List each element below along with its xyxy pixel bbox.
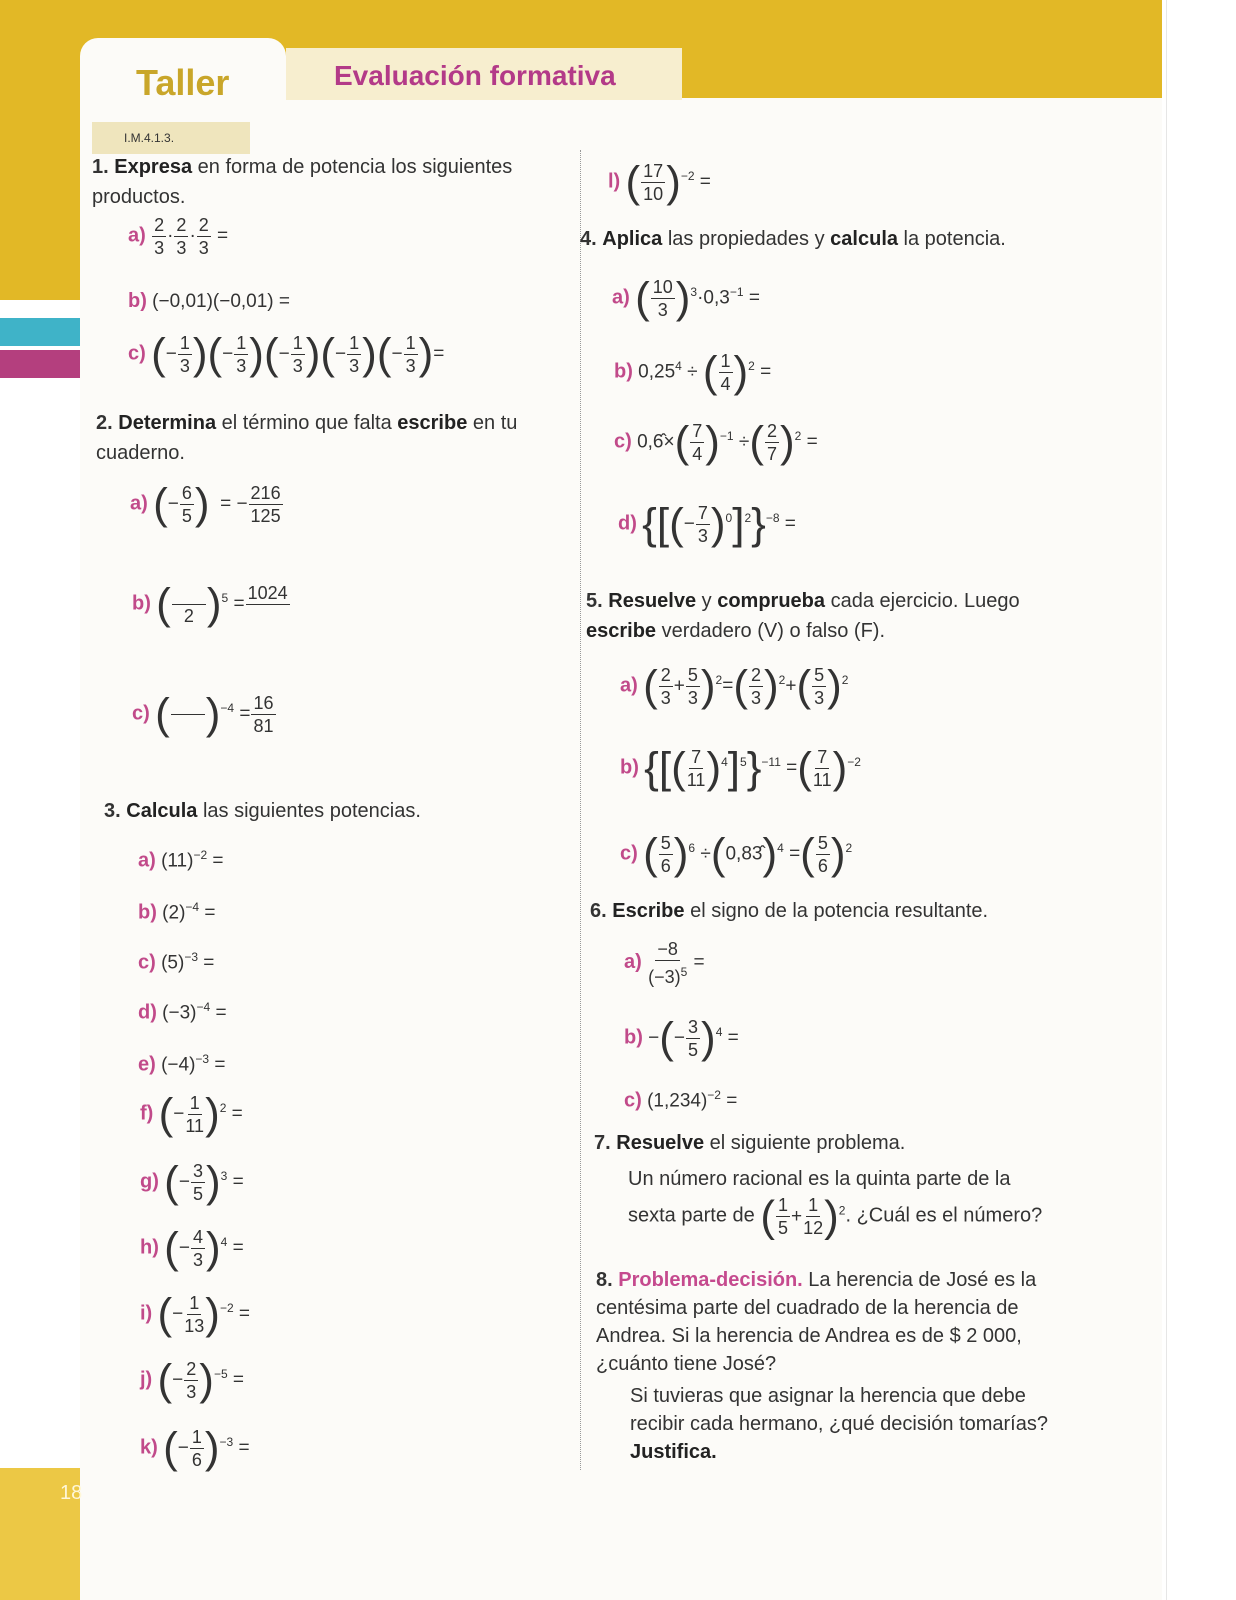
- exponent: −5: [213, 1367, 228, 1382]
- fraction: [184, 1292, 204, 1337]
- fraction: [641, 160, 665, 205]
- question-8: [596, 1266, 1048, 1378]
- question-text: y: [696, 590, 718, 612]
- item-label: a): [612, 286, 630, 309]
- verb: Aplica: [602, 228, 663, 250]
- question-3: [104, 796, 544, 826]
- q1-item-c: c) (− $\frac{1}{3}$ )(− $\frac{1}{3}$ )(− $\frac{1}{3}$ )(− $\frac{1}{3}$ )(− $\frac{1}{3}$ )=: [128, 329, 445, 379]
- base: (5): [161, 952, 185, 974]
- item-label: a): [620, 674, 638, 697]
- exponent: −4: [185, 900, 200, 914]
- q1-item-b: [128, 290, 290, 313]
- equals: =: [199, 902, 216, 924]
- question-text: Si tuvieras que asignar la herencia que debe recibir cada hermano, ¿qué decisión tomarías?: [630, 1385, 1048, 1435]
- q3-item-i: i) (− $\frac{1}{13}$ )$^{-2}$ =: [140, 1289, 251, 1339]
- item-label: i): [140, 1302, 153, 1325]
- denominator: 6: [191, 1450, 202, 1470]
- q4-item-b: b) $0,25^4$ ÷ ( $\frac{1}{4}$ )$^2$ =: [614, 347, 772, 397]
- page-title: Evaluación formativa: [334, 60, 616, 91]
- question-text: el signo de la potencia resultante.: [684, 900, 989, 922]
- equals: =: [207, 850, 224, 872]
- item-label: c): [614, 430, 632, 453]
- denominator: 3: [186, 1382, 197, 1402]
- question-text: el término que falta: [216, 412, 398, 434]
- q3-item-j: j) (− $\frac{2}{3}$ )$^{-5}$ =: [140, 1355, 244, 1405]
- question-7: [594, 1128, 1044, 1158]
- item-label: c): [624, 1089, 642, 1112]
- decorative-stripe-magenta: [0, 350, 84, 378]
- q3-item-c: [138, 950, 214, 974]
- numerator: 1: [189, 1093, 200, 1113]
- exponent: −2: [707, 1088, 721, 1102]
- decorative-stripe-cyan: [0, 318, 84, 346]
- item-label: c): [132, 702, 150, 725]
- question-text: las siguientes potencias.: [197, 800, 421, 822]
- item-label: a): [128, 224, 146, 247]
- verb: Determina: [118, 412, 217, 434]
- item-label: b): [620, 756, 639, 779]
- page-edge: [1166, 0, 1167, 1600]
- numerator: 4: [192, 1227, 203, 1247]
- item-label: g): [140, 1170, 159, 1193]
- q8-followup: [630, 1382, 1050, 1466]
- q6-item-b: b) −(− $\frac{3}{5}$ )$^4$ =: [624, 1013, 739, 1063]
- question-number: 2.: [96, 412, 113, 434]
- q3-item-k: k) (− $\frac{1}{6}$ )$^{-3}$ =: [140, 1423, 250, 1473]
- item-label: a): [138, 849, 156, 872]
- item-label: a): [624, 951, 642, 974]
- taller-label: Taller: [136, 62, 230, 103]
- item-label: c): [128, 342, 146, 365]
- q5-item-a: a) ( $\frac{2}{3}$ + $\frac{5}{3}$ )$^2$=( $\frac{2}{3}$ )$^2$+( $\frac{5}{3}$ )$^2$: [620, 661, 849, 711]
- item-label: b): [614, 360, 633, 383]
- question-text: verdadero (V) o falso (F).: [656, 620, 886, 642]
- page-number: 18: [60, 1482, 83, 1504]
- equals: =: [209, 1054, 226, 1076]
- verb: Escribe: [612, 900, 685, 922]
- verb: escribe: [397, 412, 468, 434]
- question-number: 7.: [594, 1132, 611, 1154]
- item-label: c): [620, 842, 638, 865]
- numerator: 1: [189, 1293, 200, 1313]
- q3-item-e: [138, 1052, 225, 1076]
- numerator: 3: [192, 1161, 203, 1181]
- question-text: el siguiente problema.: [704, 1132, 906, 1154]
- exponent: −3: [219, 1435, 234, 1450]
- q6-item-a: a) $\frac{-8}{(-3)^5}$ =: [624, 939, 705, 987]
- q6-item-c: [624, 1088, 737, 1112]
- item-label: l): [608, 170, 621, 193]
- justify-label: Justifica.: [630, 1441, 717, 1463]
- verb: Resuelve: [608, 590, 697, 612]
- verb: Resuelve: [616, 1132, 705, 1154]
- q4-item-d: d) {[(− $\frac{7}{3}$ )$^0$]$^2$}$^{-8}$ =: [618, 499, 796, 549]
- item-label: h): [140, 1236, 159, 1259]
- question-4: [580, 224, 1040, 254]
- question-6: [590, 896, 1040, 926]
- q1-item-a: a) $\frac{2}{3}$ · $\frac{2}{3}$ · $\frac{2}{3}$ =: [128, 215, 229, 258]
- left-band: [0, 0, 82, 300]
- question-number: 3.: [104, 800, 121, 822]
- q3-item-f: f) (− $\frac{1}{11}$ )$^2$ =: [140, 1089, 243, 1139]
- question-text: la potencia.: [898, 228, 1006, 250]
- item-label: b): [128, 290, 147, 312]
- numerator: 2: [186, 1359, 197, 1379]
- q2-item-b: b) ( 2 )$^5$ = 1024: [132, 579, 288, 629]
- item-label: c): [138, 951, 156, 974]
- equals: =: [210, 1002, 227, 1024]
- item-label: d): [618, 512, 637, 535]
- decision-label: Problema-decisión.: [618, 1269, 803, 1291]
- problem-text: . ¿Cuál es el número?: [845, 1204, 1043, 1227]
- denominator: 5: [192, 1184, 203, 1204]
- item-label: b): [138, 901, 157, 924]
- item-label: e): [138, 1053, 156, 1076]
- problem-text: Un número racional es la quinta parte de la sexta parte de: [628, 1168, 1011, 1227]
- numerator: 1: [191, 1427, 202, 1447]
- question-5: [586, 586, 1042, 646]
- base: (11): [161, 850, 194, 872]
- equals: =: [198, 952, 215, 974]
- expression: (−0,01)(−0,01) =: [152, 291, 291, 312]
- question-text: en forma de potencia los siguientes productos.: [92, 156, 513, 208]
- item-label: b): [132, 592, 151, 615]
- item-label: k): [140, 1436, 158, 1459]
- denominator: 11: [185, 1116, 205, 1136]
- fraction: $\frac{2}{3}$: [154, 215, 165, 258]
- exponent: −2: [680, 169, 695, 184]
- item-label: b): [624, 1026, 643, 1049]
- verb: Expresa: [114, 156, 193, 178]
- q3-item-h: h) (− $\frac{4}{3}$ )$^4$ =: [140, 1223, 244, 1273]
- question-text: en tu cuaderno.: [96, 412, 518, 464]
- q5-item-c: c) ( $\frac{5}{6}$ )$^6$ ÷(0,83̂)$^4$ =( $\frac{5}{6}$ )$^2$: [620, 829, 853, 879]
- question-number: 4.: [580, 228, 597, 250]
- exponent: −4: [196, 1000, 211, 1014]
- fraction: [190, 1426, 204, 1471]
- numerator: 17: [643, 161, 664, 181]
- item-label: j): [140, 1368, 153, 1391]
- fraction: [184, 1358, 198, 1403]
- item-label: f): [140, 1102, 154, 1125]
- exponent: 4: [220, 1235, 228, 1250]
- q3-item-b: [138, 900, 215, 924]
- q5-item-b: b) {[( $\frac{7}{11}$ )$^4$]$^5$}$^{-11}$ =( $\frac{7}{11}$ )$^{-2}$: [620, 743, 861, 793]
- question-text: cada ejercicio. Luego: [825, 590, 1020, 612]
- taller-tab: [80, 38, 286, 124]
- q2-item-a: a) (− $\frac{6}{5}$ ) = − $\frac{216}{125}$: [130, 479, 281, 529]
- question-number: 1.: [92, 156, 109, 178]
- q3-item-a: [138, 848, 224, 872]
- q2-item-c: c) ( )$^{-4}$ = $\frac{16}{81}$: [132, 689, 274, 739]
- indicator-code: I.M.4.1.3.: [92, 122, 250, 154]
- verb: comprueba: [717, 590, 826, 612]
- question-text: La herencia de José es la centésima parte del cuadrado de la herencia de Andrea. Si la herencia de Andrea es de $ 2 000, ¿cuánto tiene José?: [596, 1269, 1037, 1375]
- q7-problem: Un número racional es la quinta parte de la sexta parte de ( $\frac{1}{5}$ + $\frac{1}{12}$ )$^2$. ¿Cuál es el número?: [628, 1168, 1043, 1241]
- question-text: las propiedades y: [662, 228, 831, 250]
- base: (−3): [162, 1002, 197, 1024]
- question-number: 5.: [586, 590, 603, 612]
- column-divider: [580, 150, 581, 1470]
- equals: =: [720, 1090, 738, 1112]
- verb: escribe: [586, 620, 657, 642]
- fraction: [191, 1226, 205, 1271]
- question-number: 6.: [590, 900, 607, 922]
- fraction: $\frac{2}{3}$: [198, 215, 209, 258]
- base: (1,234): [647, 1090, 708, 1112]
- question-1: [92, 152, 552, 212]
- title-box: [286, 48, 682, 100]
- exponent: 2: [219, 1101, 227, 1116]
- denominator: 3: [192, 1250, 203, 1270]
- exponent: 3: [220, 1169, 228, 1184]
- exponent: −2: [219, 1301, 234, 1316]
- verb: calcula: [830, 228, 898, 250]
- exponent: −3: [195, 1052, 210, 1066]
- fraction: [191, 1160, 205, 1205]
- q3-item-g: g) (− $\frac{3}{5}$ )$^3$ =: [140, 1157, 244, 1207]
- question-2: [96, 408, 554, 468]
- base: (−4): [161, 1054, 196, 1076]
- denominator: 13: [184, 1316, 205, 1336]
- q3-item-d: [138, 1000, 227, 1024]
- fraction: [185, 1092, 204, 1137]
- q4-item-c: c) 0,6̂×( $\frac{7}{4}$ )$^{-1}$ ÷( $\frac{2}{7}$ )$^2$ =: [614, 417, 818, 467]
- q4-item-a: a) ( $\frac{10}{3}$ )$^3\cdot 0,3^{-1}$ =: [612, 273, 760, 323]
- question-number: 8.: [596, 1269, 613, 1291]
- item-label: a): [130, 492, 148, 515]
- item-label: d): [138, 1001, 157, 1024]
- exponent: −2: [193, 848, 208, 862]
- exponent: −3: [184, 950, 198, 964]
- fraction: $\frac{2}{3}$: [176, 215, 187, 258]
- denominator: 10: [643, 184, 664, 204]
- verb: Calcula: [126, 800, 198, 822]
- q3-item-l: l) ( $\frac{17}{10}$ )$^{-2}$ =: [608, 157, 711, 207]
- base: (2): [162, 902, 186, 924]
